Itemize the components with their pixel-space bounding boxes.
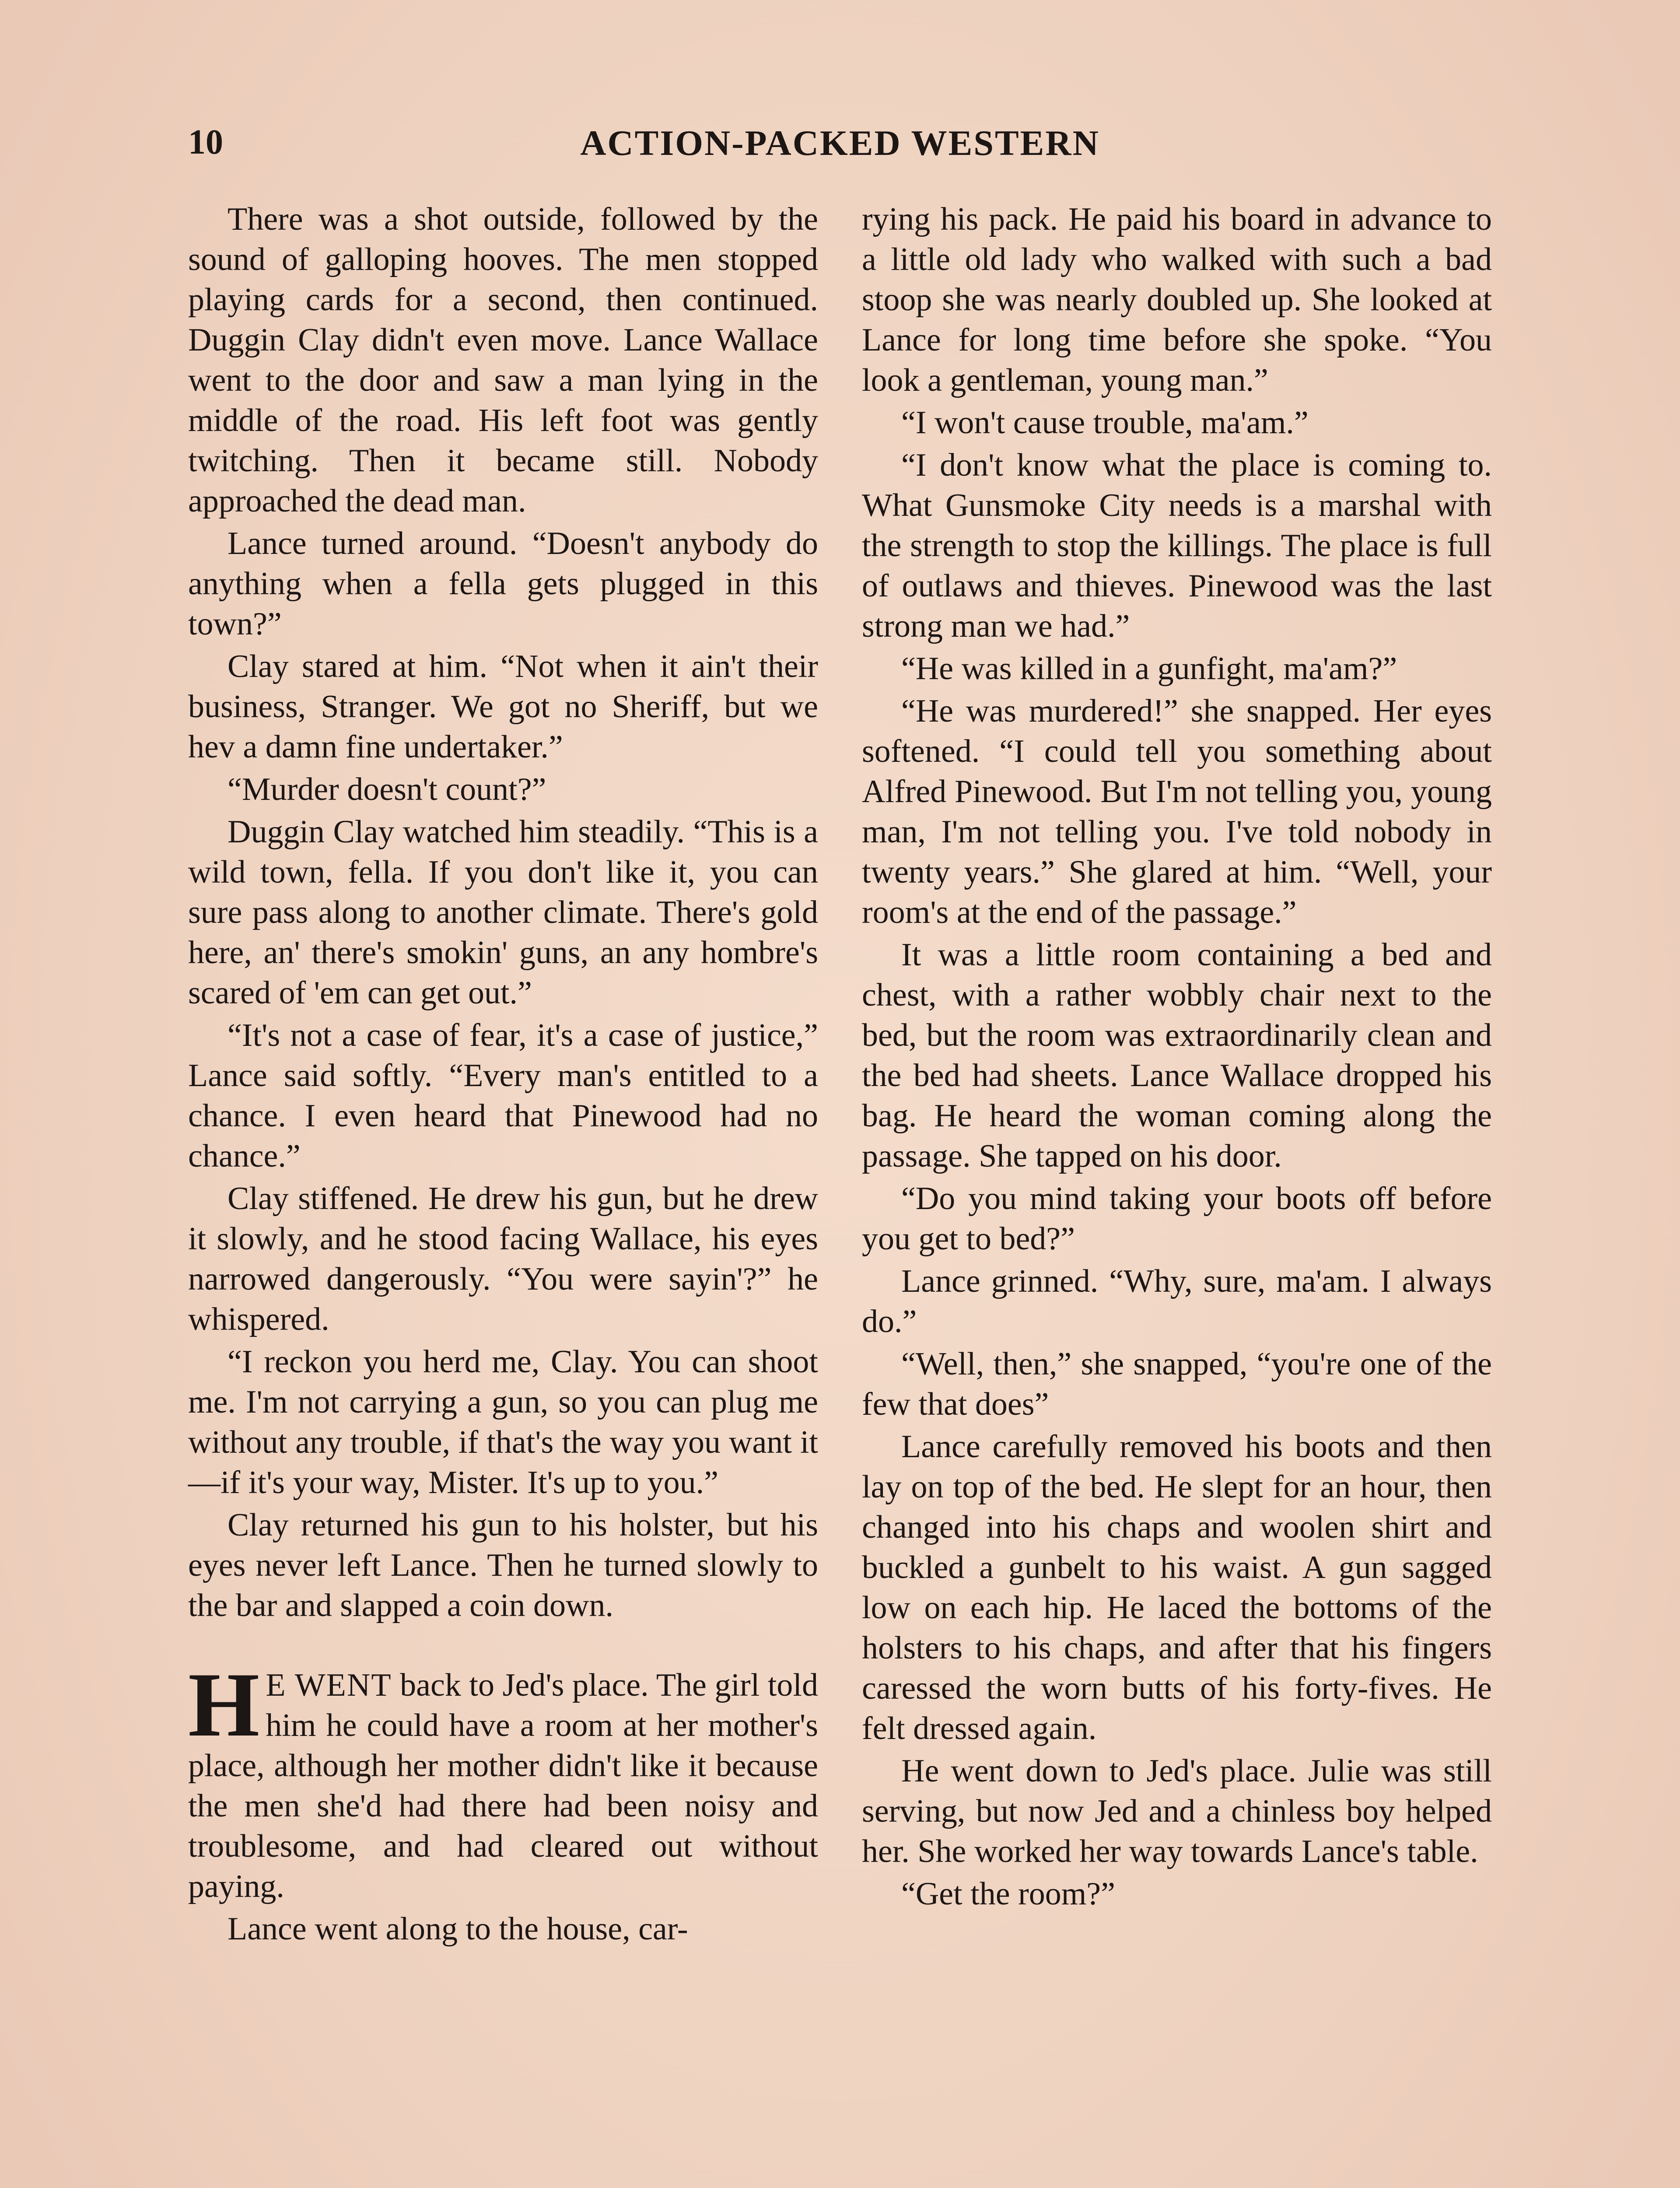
right-column	[862, 199, 1492, 2188]
left-column	[188, 199, 818, 2188]
section-start-paragraph	[188, 1654, 818, 1907]
paragraph: “Get the room?”	[901, 1876, 1115, 1912]
paragraph: It was a little room containing a bed and chest, with a rather wobbly chair next to the bed, but the room was extraordinarily clean and the bed had sheets. Lance Wallace dropped his bag. He heard the woman coming along the passage. She tapped on his door.	[862, 937, 1492, 1174]
paragraph: He went down to Jed's place. Julie was still serving, but now Jed and a chinless boy helped her. She worked her way towards Lance's table.	[862, 1753, 1492, 1869]
paragraph: “He was murdered!” she snapped. Her eyes softened. “I could tell you something about Alfred Pinewood. But I'm not telling you, young man, I'm not telling you. I've told nobody in twenty years.” She glared at him. “Well, your room's at the end of the passage.”	[862, 693, 1492, 930]
paragraph: Lance went along to the house, car-	[228, 1911, 688, 1947]
paragraph: Clay stiffened. He drew his gun, but he drew it slowly, and he stood facing Wallace, his eyes narrowed dangerously. “You were sayin'?” he whispered.	[188, 1181, 818, 1337]
paragraph: “It's not a case of fear, it's a case of justice,” Lance said softly. “Every man's entitled to a chance. I even heard that Pinewood had no chance.”	[188, 1017, 818, 1174]
paragraph-text: back to Jed's place. The girl told him he could have a room at her mother's place, although her mother didn't like it because the men she'd had there had been noisy and troublesome, and had cleared out without paying.	[188, 1667, 818, 1904]
paragraph: “I won't cause trouble, ma'am.”	[901, 405, 1309, 441]
running-head: ACTION-PACKED WESTERN	[580, 123, 1100, 163]
paragraph: “I don't know what the place is coming to. What Gunsmoke City needs is a marshal with the strength to stop the killings. The place is full of outlaws and thieves. Pinewood was the last strong man we had.”	[862, 447, 1492, 644]
drop-cap: H	[188, 1654, 260, 1756]
paragraph: Clay returned his gun to his holster, but his eyes never left Lance. Then he turned slowly to the bar and slapped a coin down.	[188, 1507, 818, 1623]
paragraph: “Do you mind taking your boots off before you get to bed?”	[862, 1181, 1492, 1257]
paragraph: “I reckon you herd me, Clay. You can shoot me. I'm not carrying a gun, so you can plug me without any trouble, if that's the way you want it—if it's your way, Mister. It's up to you.”	[188, 1344, 818, 1501]
page-number: 10	[188, 123, 223, 161]
small-caps-lead: E WENT	[266, 1667, 392, 1703]
paragraph: There was a shot outside, followed by the sound of galloping hooves. The men stopped playing cards for a second, then continued. Duggin Clay didn't even move. Lance Wallace went to the door and saw a man lying in the middle of the road. His left foot was gently twitching. Then it became still. Nobody approached the dead man.	[188, 201, 818, 519]
page-header	[188, 118, 1492, 175]
paragraph: “Murder doesn't count?”	[228, 771, 546, 807]
paragraph: Clay stared at him. “Not when it ain't their business, Stranger. We got no Sheriff, but we hev a damn fine undertaker.”	[188, 649, 818, 765]
paragraph: Lance turned around. “Doesn't anybody do anything when a fella gets plugged in this town?”	[188, 526, 818, 642]
paragraph: Lance carefully removed his boots and then lay on top of the bed. He slept for an hour, then changed into his chaps and woolen shirt and buckled a gunbelt to his waist. A gun sagged low on each hip. He laced the bottoms of the holsters to his chaps, and after that his fingers caressed the worn butts of his forty-fives. He felt dressed again.	[862, 1429, 1492, 1746]
continued-paragraph: rying his pack. He paid his board in advance to a little old lady who walked with such a bad stoop she was nearly doubled up. She looked at Lance for long time before she spoke. “You look a gentleman, young man.”	[862, 201, 1492, 398]
paragraph: “Well, then,” she snapped, “you're one of the few that does”	[862, 1346, 1492, 1422]
paragraph: Lance grinned. “Why, sure, ma'am. I always do.”	[862, 1263, 1492, 1339]
paragraph: Duggin Clay watched him steadily. “This is a wild town, fella. If you don't like it, you can sure pass along to another climate. There's gold here, an' there's smokin' guns, an any hombre's scared of 'em can get out.”	[188, 814, 818, 1011]
paragraph: “He was killed in a gunfight, ma'am?”	[901, 651, 1397, 687]
